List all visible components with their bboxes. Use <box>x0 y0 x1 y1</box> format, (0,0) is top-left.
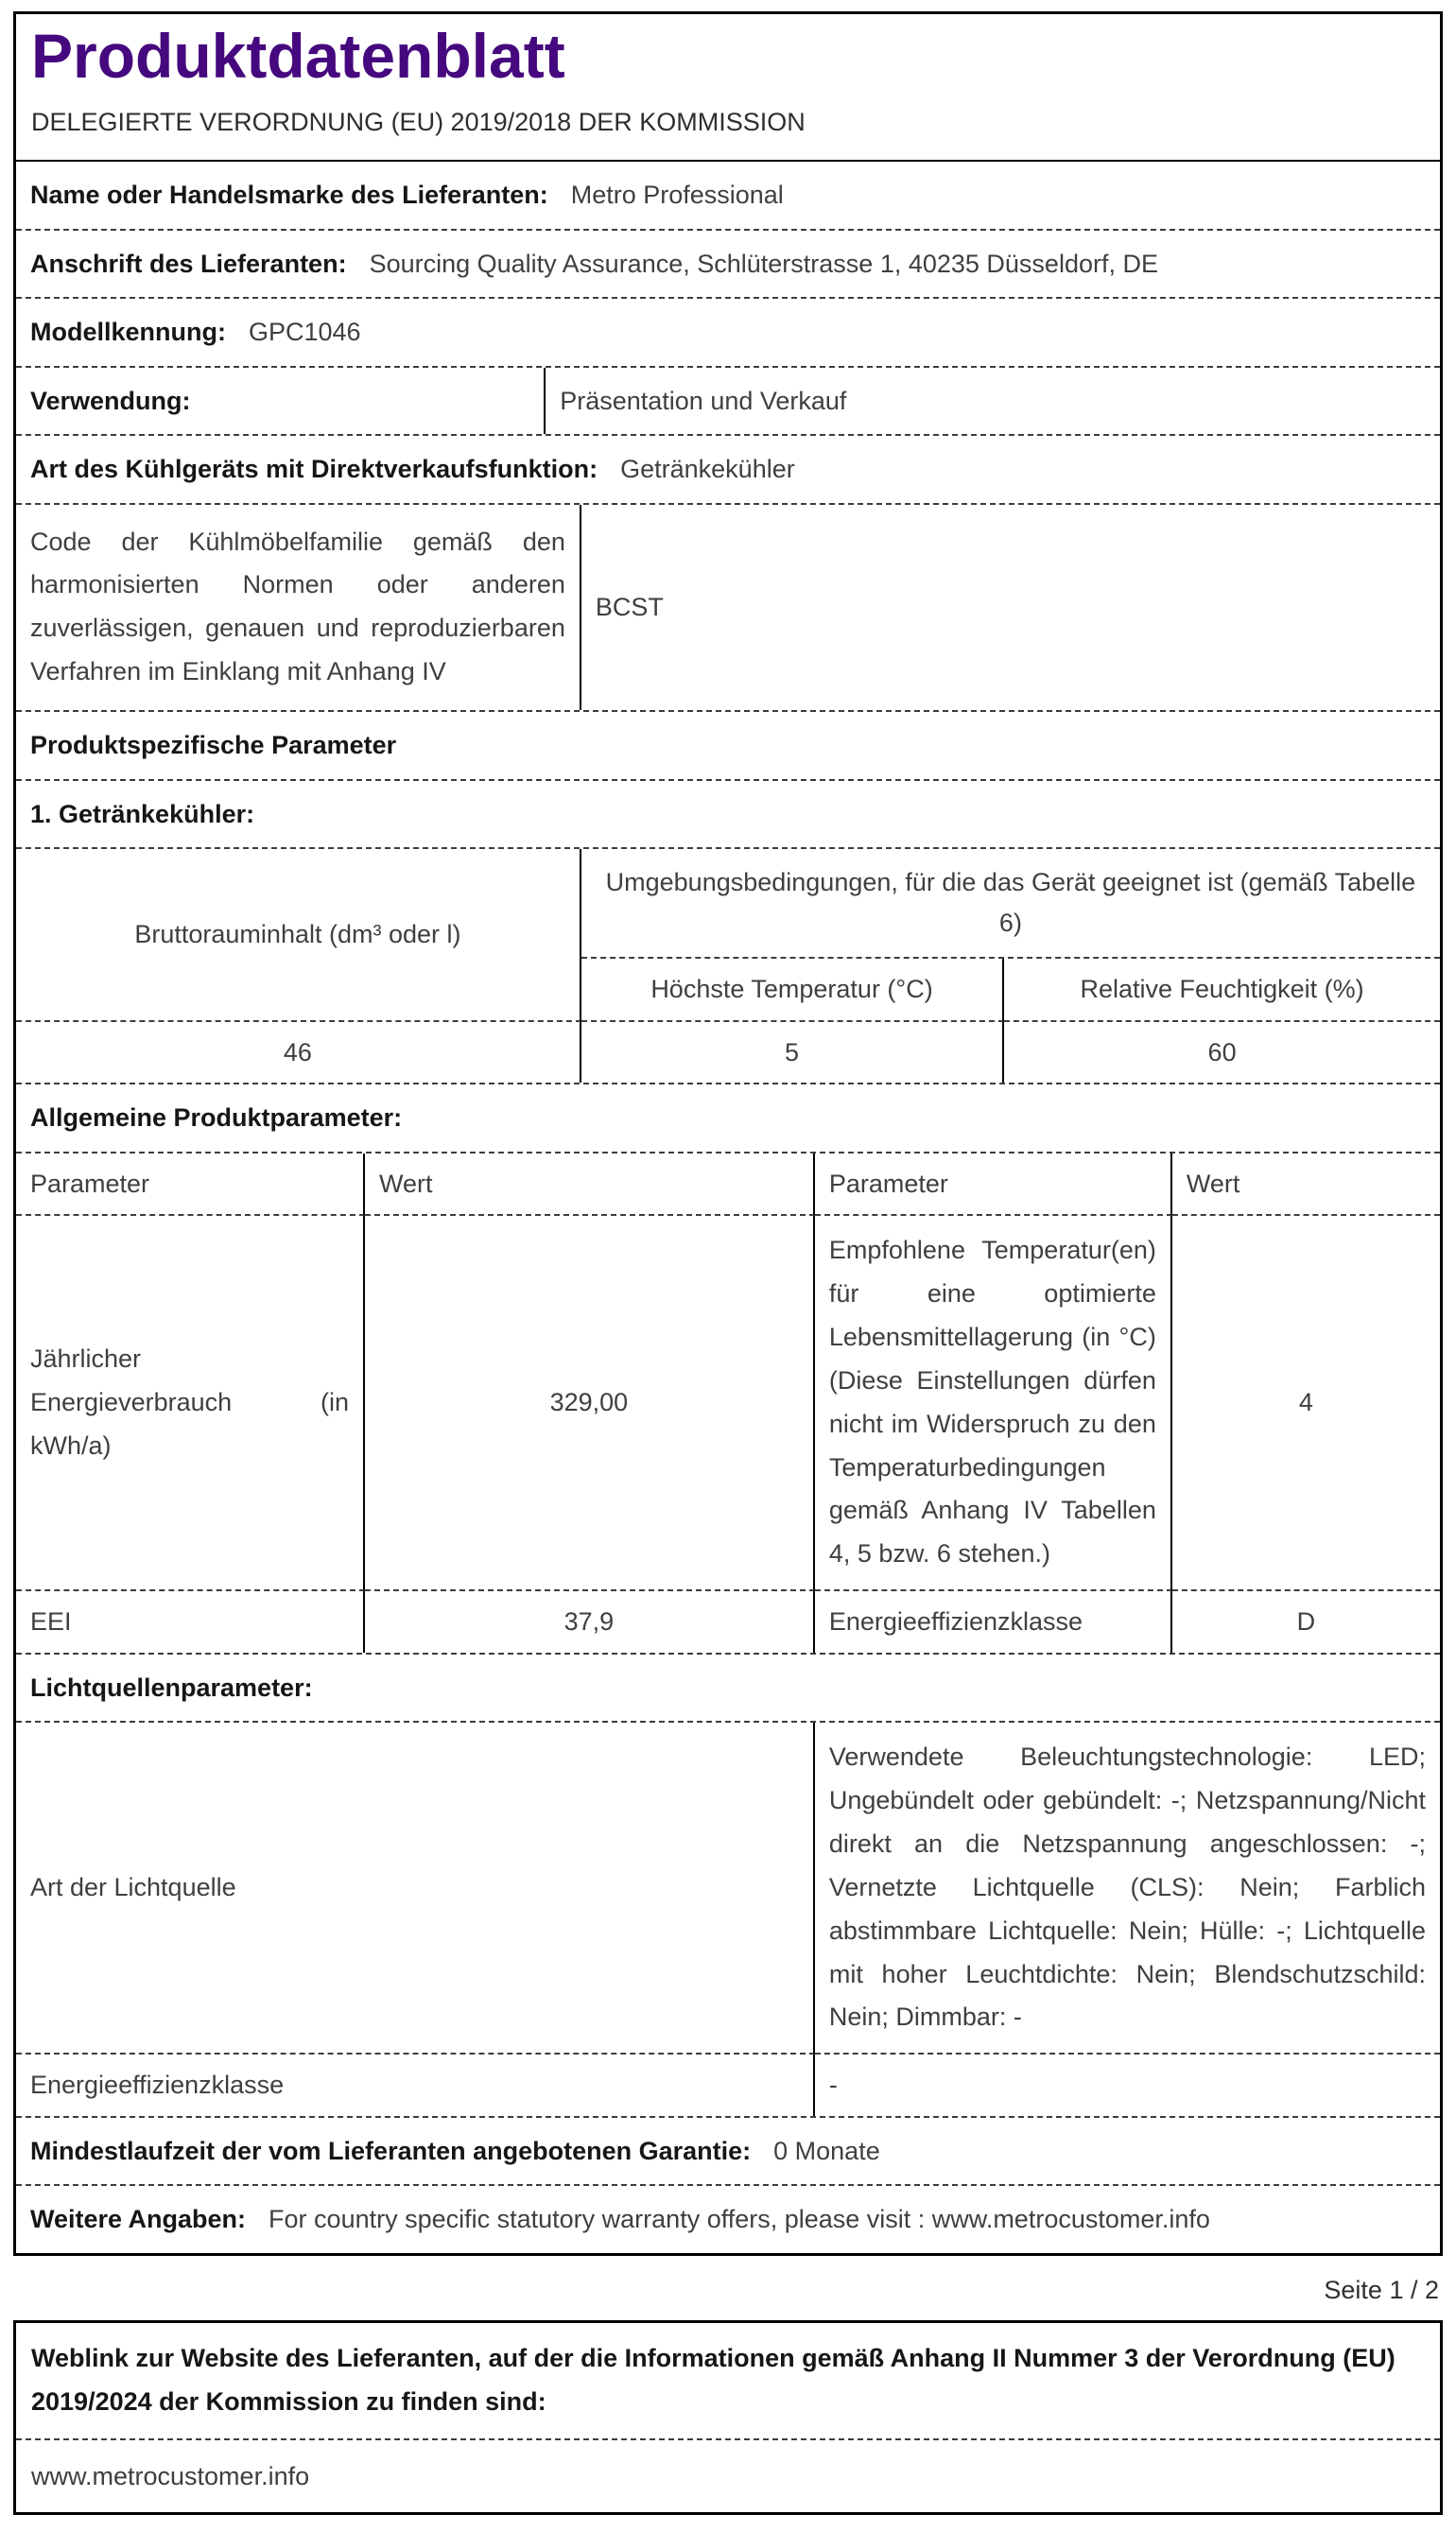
light-source-type-value: Verwendete Beleuchtungstechnologie: LED; Ungebündelt oder gebündelt: -; Netzspannung/Nicht direkt an die Netzspannung angeschlossen: -; Vernetzte Lichtquelle (CLS): Nein; Farblich abstimmbare Lichtquelle: Nein; Hülle: -; Lichtquelle mit hoher Leuchtdichte: Nein; Blendschutzschild: Nein; Dimmbar: - <box>815 1723 1440 2055</box>
eei-label: EEI <box>16 1591 365 1652</box>
supplier-name-label: Name oder Handelsmarke des Lieferanten: <box>30 181 548 210</box>
model-label: Modellkennung: <box>30 318 226 347</box>
energy-class-value: D <box>1296 1607 1316 1637</box>
section-general-params: Allgemeine Produktparameter: <box>16 1084 1440 1153</box>
page-title: Produktdatenblatt <box>31 21 565 91</box>
warranty-row <box>16 2118 1440 2186</box>
cooler-table <box>16 849 1440 1084</box>
light-source-table <box>16 1723 1440 2118</box>
gross-volume-header: Bruttorauminhalt (dm³ oder l) <box>16 849 581 1022</box>
usage-value-cell <box>546 368 1440 434</box>
max-temp-value: 5 <box>581 1022 1004 1083</box>
supplier-address-value: Sourcing Quality Assurance, Schlüterstrasse 1, 40235 Düsseldorf, DE <box>369 249 1158 278</box>
more-info-row <box>16 2186 1440 2252</box>
usage-row <box>16 368 1440 436</box>
appliance-type-row <box>16 436 1440 504</box>
weblink-box <box>13 2320 1443 2515</box>
supplier-address-row <box>16 231 1440 299</box>
appliance-type-label: Art des Kühlgeräts mit Direktverkaufsfunktion: <box>30 455 598 484</box>
gp-header-wert-1: Wert <box>365 1153 815 1216</box>
recommended-temp-value: 4 <box>1172 1216 1440 1591</box>
light-energy-class-value: - <box>828 2071 838 2100</box>
humidity-value: 60 <box>1207 1037 1237 1067</box>
model-row <box>16 299 1440 367</box>
appliance-type-value: Getränkekühler <box>620 455 795 484</box>
datasheet-header <box>16 14 1440 162</box>
supplier-name-value: Metro Professional <box>570 181 784 210</box>
family-code-value-cell <box>581 505 1440 711</box>
gp-header-wert-2: Wert <box>1172 1153 1440 1216</box>
family-code-value: BCST <box>595 593 664 622</box>
max-temp-header: Höchste Temperatur (°C) <box>581 959 1004 1021</box>
eei-value: 37,9 <box>365 1591 815 1652</box>
humidity-header: Relative Feuchtigkeit (%) <box>1004 959 1440 1021</box>
usage-label-cell <box>16 368 546 434</box>
usage-value: Präsentation und Verkauf <box>560 386 847 415</box>
weblink-url: www.metrocustomer.info <box>31 2461 310 2490</box>
family-code-label: Code der Kühlmöbelfamilie gemäß den harmonisierten Normen oder anderen zuverlässigen, genauen und reproduzierbaren Verfahren im Einklang mit Anhang IV <box>16 505 581 711</box>
more-info-label: Weitere Angaben: <box>30 2205 247 2234</box>
energy-consumption-value: 329,00 <box>365 1216 815 1591</box>
page-number: Seite 1 / 2 <box>1324 2275 1439 2304</box>
more-info-value: For country specific statutory warranty offers, please visit : www.metrocustomer.info <box>269 2205 1210 2234</box>
gp-header-parameter-2: Parameter <box>815 1153 1172 1216</box>
ambient-conditions-header: Umgebungsbedingungen, für die das Gerät geeignet ist (gemäß Tabelle 6) <box>581 849 1440 959</box>
light-source-type-label: Art der Lichtquelle <box>16 1723 815 2055</box>
section-beverage-cooler: 1. Getränkekühler: <box>16 781 1440 849</box>
general-params-table <box>16 1153 1440 1655</box>
supplier-name-row <box>16 162 1440 230</box>
energy-consumption-label: Jährlicher Energieverbrauch (in kWh/a) <box>30 1344 349 1460</box>
family-code-row <box>16 505 1440 713</box>
supplier-address-label: Anschrift des Lieferanten: <box>30 249 347 278</box>
energy-consumption-label-cell <box>16 1216 365 1591</box>
warranty-label: Mindestlaufzeit der vom Lieferanten angebotenen Garantie: <box>30 2136 752 2165</box>
energy-class-label: Energieeffizienzklasse <box>815 1591 1172 1652</box>
recommended-temp-label: Empfohlene Temperatur(en) für eine optimierte Lebensmittellagerung (in °C) (Diese Einstellungen dürfen nicht im Widerspruch zu den Temperaturbedingungen gemäß Anhang IV Tabellen 4, 5 bzw. 6 stehen.) <box>815 1216 1172 1591</box>
product-datasheet <box>13 11 1443 2256</box>
gp-header-parameter-1: Parameter <box>16 1153 365 1216</box>
model-value: GPC1046 <box>248 318 361 347</box>
warranty-value: 0 Monate <box>773 2136 880 2165</box>
section-product-specific: Produktspezifische Parameter <box>16 712 1440 780</box>
gross-volume-value: 46 <box>16 1022 581 1083</box>
section-light-params: Lichtquellenparameter: <box>16 1655 1440 1723</box>
light-energy-class-label: Energieeffizienzklasse <box>16 2055 815 2115</box>
weblink-label: Weblink zur Website des Lieferanten, auf der die Informationen gemäß Anhang II Nummer 3 der Verordnung (EU) 2019/2024 der Kommission zu finden sind: <box>16 2323 1440 2440</box>
usage-label: Verwendung: <box>30 386 191 415</box>
regulation-subtitle: DELEGIERTE VERORDNUNG (EU) 2019/2018 DER KOMMISSION <box>31 107 806 136</box>
